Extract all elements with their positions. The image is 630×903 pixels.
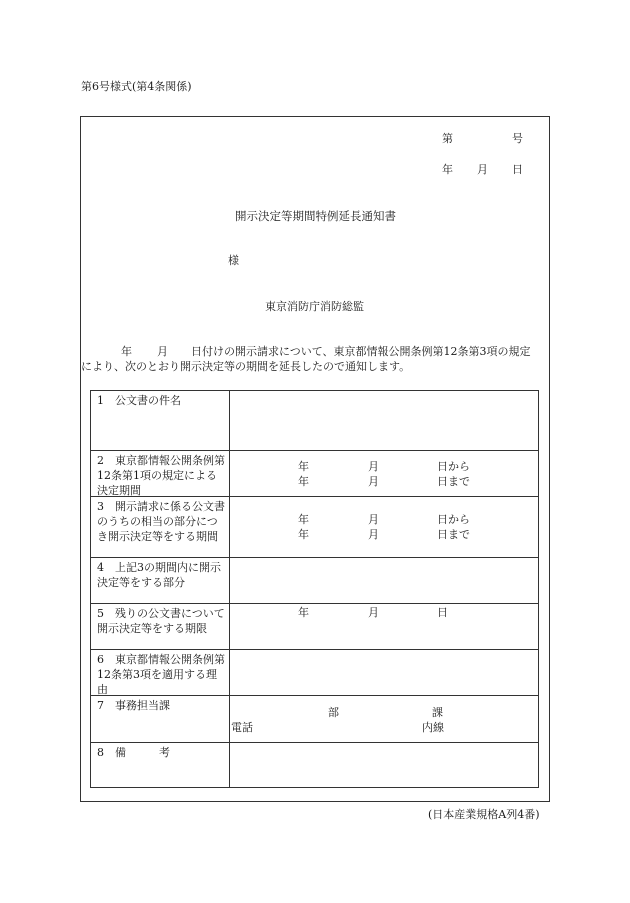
row-label-7: 7 事務担当課 [97,699,170,712]
row3-to-year: 年 [298,528,309,541]
row3-from-month: 月 [368,513,379,526]
row3-from-day: 日から [437,513,470,526]
addressee-suffix: 様 [228,254,239,267]
body-month: 月 [157,345,168,358]
row-label-5: 5 残りの公文書について開示決定等をする期限 [97,607,225,635]
row-label-4: 4 上記3の期間内に開示決定等をする部分 [97,561,221,589]
document-title: 開示決定等期間特例延長通知書 [235,209,396,223]
date-day: 日 [512,163,523,176]
contact-naisen: 内線 [422,721,444,734]
contact-bu: 部 [328,706,339,719]
row3-to-month: 月 [368,528,379,541]
issuer: 東京消防庁消防総監 [265,300,364,313]
contact-tel: 電話 [231,721,253,734]
form-id: 第6号様式(第4条関係) [81,80,192,93]
footer-note: (日本産業規格A列4番) [428,808,540,821]
row5-day: 日 [437,606,448,619]
row2-to-month: 月 [368,475,379,488]
row3-to-day: 日まで [437,528,470,541]
date-month: 月 [477,163,488,176]
row2-from-day: 日から [437,460,470,473]
row2-to-day: 日まで [437,475,470,488]
row5-year: 年 [298,606,309,619]
info-table [90,390,539,788]
row3-from-year: 年 [298,513,309,526]
row5-month: 月 [368,606,379,619]
date-year: 年 [442,163,453,176]
row-label-3: 3 開示請求に係る公文書のうちの相当の部分につき開示決定等をする期間 [97,500,225,543]
row-label-2: 2 東京都情報公開条例第12条第1項の規定による決定期間 [97,454,225,497]
doc-number-dai: 第 [442,132,453,145]
contact-ka: 課 [432,706,443,719]
row2-from-month: 月 [368,460,379,473]
row2-to-year: 年 [298,475,309,488]
row-label-6: 6 東京都情報公開条例第12条第3項を適用する理由 [97,653,225,696]
row-label-1: 1 公文書の件名 [97,394,181,407]
body-line1: 日付けの開示請求について、東京都情報公開条例第12条第3項の規定 [191,345,531,358]
body-line2: により、次のとおり開示決定等の期間を延長したので通知します。 [81,360,411,373]
row-label-8: 8 備 考 [97,746,170,759]
body-year: 年 [121,345,132,358]
doc-number-go: 号 [512,132,523,145]
row2-from-year: 年 [298,460,309,473]
